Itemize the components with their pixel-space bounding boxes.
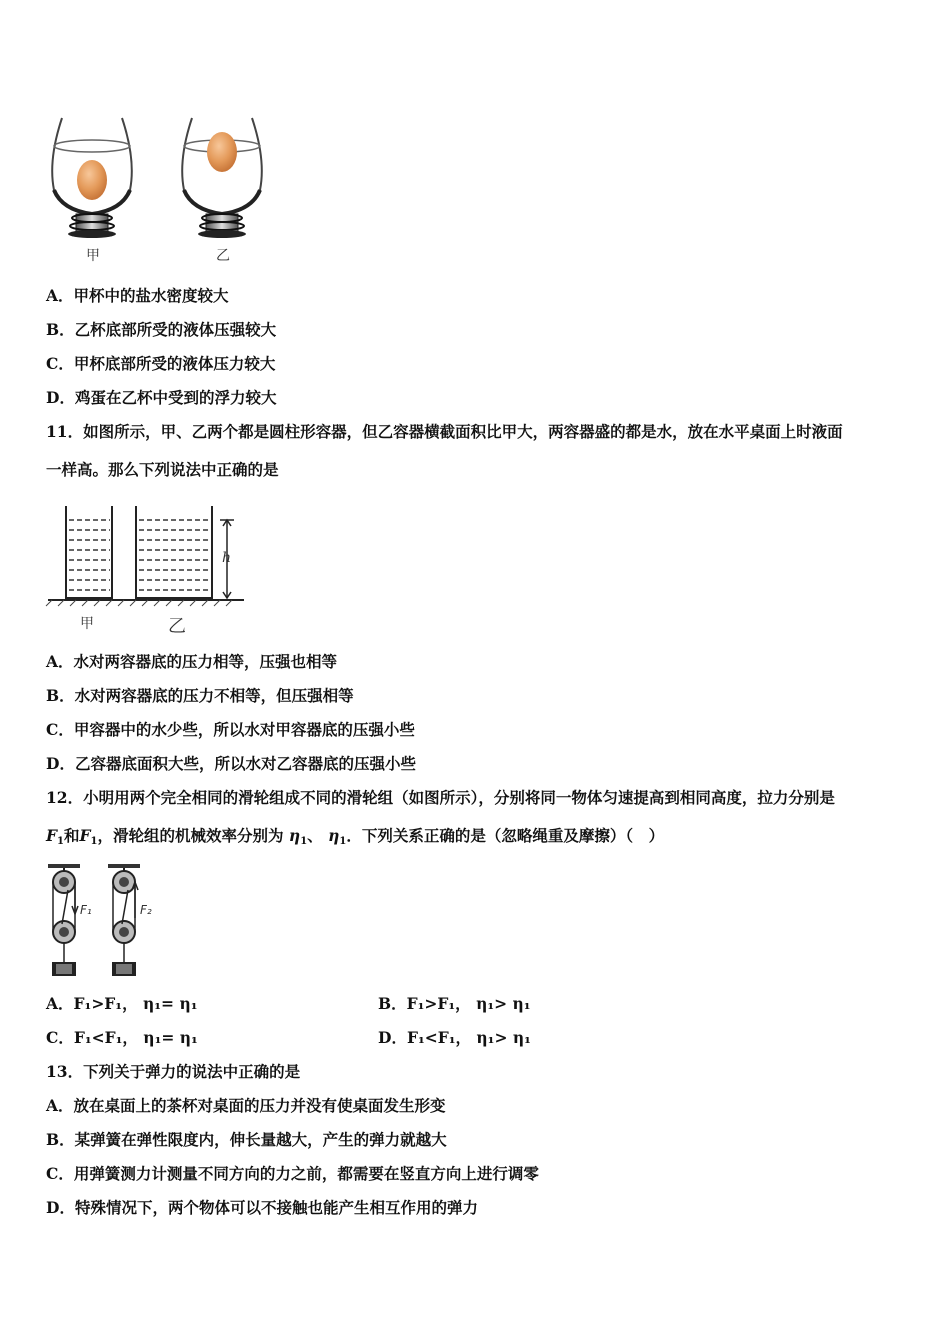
stem-tail: ．下列关系正确的是（忽略绳重及摩擦）（ ）: [346, 826, 665, 845]
force-label-a: F₁: [80, 903, 92, 917]
fig11-label-a: 甲: [80, 616, 94, 632]
q10-option-d: D．鸡蛋在乙杯中受到的浮力较大: [46, 388, 277, 407]
force-label-b: F₂: [140, 903, 152, 917]
figure-containers: [44, 500, 254, 640]
container-b: [136, 506, 212, 598]
force-sub-b: 1: [90, 836, 98, 847]
q12-stem-line2: [46, 826, 664, 852]
q13-option-c: C．用弹簧测力计测量不同方向的力之前，都需要在竖直方向上进行调零: [46, 1164, 539, 1183]
q11-option-a: A．水对两容器底的压力相等，压强也相等: [46, 652, 338, 671]
stem-rest: ，滑轮组的机械效率分别为: [97, 826, 284, 845]
q10-option-b: B．乙杯底部所受的液体压强较大: [46, 320, 277, 339]
eta-separator: 、: [307, 826, 323, 845]
eta-symbol-b: η: [328, 826, 340, 845]
fig10-label-a: 甲: [86, 248, 100, 264]
container-a: [66, 506, 112, 598]
q11-option-d: D．乙容器底面积大些，所以水对乙容器底的压强小些: [46, 754, 416, 773]
q10-option-a: A．甲杯中的盐水密度较大: [46, 286, 229, 305]
force-sub-a: 1: [57, 836, 64, 847]
fig11-label-b: 乙: [168, 616, 186, 637]
eta-sub-b: 1: [339, 836, 347, 847]
and-text: 和: [63, 826, 80, 845]
q12-stem-line1: 12．小明用两个完全相同的滑轮组成不同的滑轮组（如图所示），分别将同一物体匀速提高到相同高度，拉力分别是: [46, 788, 835, 807]
q11-option-b: B．水对两容器底的压力不相等，但压强相等: [46, 686, 354, 705]
q11-stem-line1: 11．如图所示，甲、乙两个都是圆柱形容器，但乙容器横截面积比甲大，两容器盛的都是水，放在水平桌面上时液面: [46, 422, 843, 441]
q12-option-a: A．F₁>F₁， η₁= η₁: [46, 994, 198, 1013]
egg-a: [77, 160, 107, 200]
eta-symbol-a: η: [288, 826, 301, 845]
glass-b: [182, 118, 262, 238]
q11-option-c: C．甲容器中的水少些，所以水对甲容器底的压强小些: [46, 720, 415, 739]
q10-option-c: C．甲杯底部所受的液体压力较大: [46, 354, 276, 373]
q11-stem-line2: 一样高。那么下列说法中正确的是: [46, 460, 279, 479]
pulley-system-a: [48, 864, 92, 976]
egg-b: [207, 132, 237, 172]
q12-option-b: B．F₁>F₁， η₁> η₁: [378, 994, 531, 1013]
figure-pulleys: [40, 862, 170, 982]
fig10-label-b: 乙: [216, 248, 230, 264]
figure-glasses-eggs: [40, 110, 290, 270]
q12-option-c: C．F₁<F₁， η₁= η₁: [46, 1028, 198, 1047]
force-symbol-b: F: [79, 826, 91, 845]
h-label: h: [222, 550, 232, 566]
q12-option-d: D．F₁<F₁， η₁> η₁: [378, 1028, 531, 1047]
q13-option-d: D．特殊情况下，两个物体可以不接触也能产生相互作用的弹力: [46, 1198, 478, 1217]
force-symbol-a: F: [46, 826, 58, 845]
eta-sub-a: 1: [300, 836, 308, 847]
q13-option-a: A．放在桌面上的茶杯对桌面的压力并没有使桌面发生形变: [46, 1096, 446, 1115]
q13-option-b: B．某弹簧在弹性限度内，伸长量越大，产生的弹力就越大: [46, 1130, 447, 1149]
pulley-system-b: [108, 864, 152, 976]
q13-stem: 13．下列关于弹力的说法中正确的是: [46, 1062, 301, 1081]
glass-a: [52, 118, 132, 238]
